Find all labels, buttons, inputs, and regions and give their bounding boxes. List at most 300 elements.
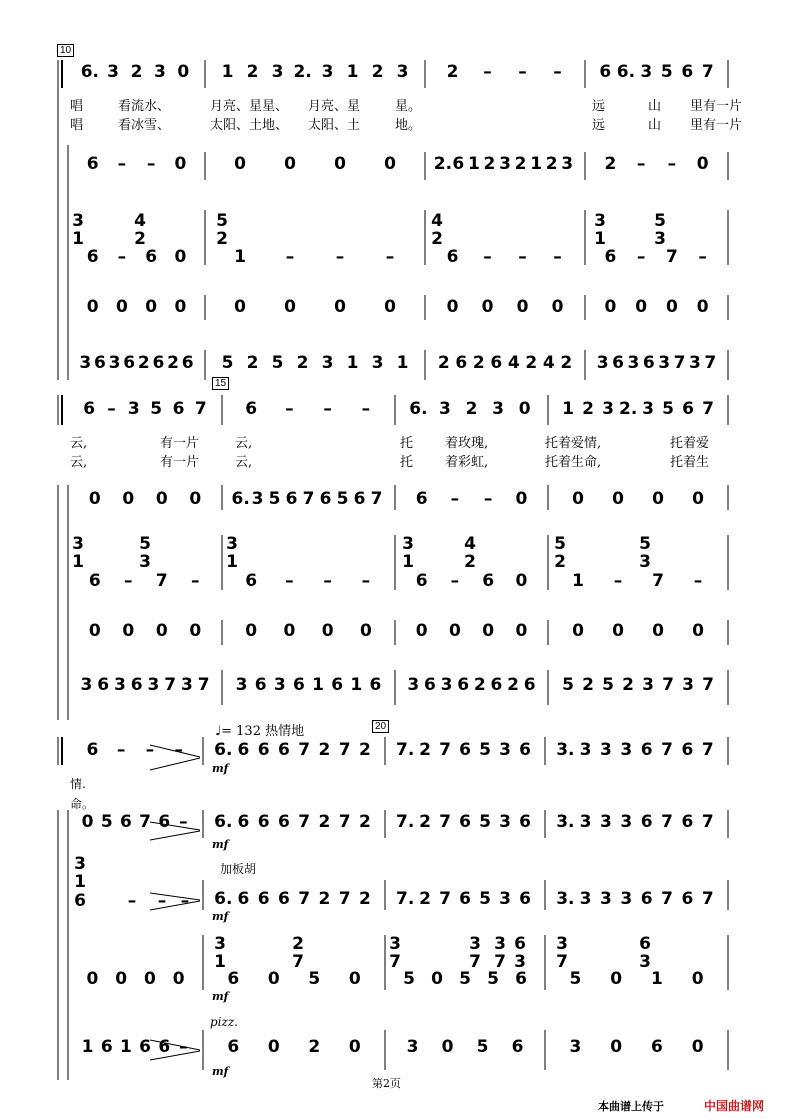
bass-note: 3 xyxy=(273,675,286,695)
melody-note: 6. xyxy=(80,62,99,82)
part3-note: 5 xyxy=(479,889,491,909)
part2-note: 3 xyxy=(561,154,574,174)
lyric-verse2: 有一片 xyxy=(160,455,200,470)
rest-note: 0 xyxy=(145,297,158,317)
bass-note: – xyxy=(179,1037,188,1057)
lyric-verse1: 山 xyxy=(648,99,662,114)
chord-bass: – xyxy=(698,247,707,267)
chord-bass: – xyxy=(117,247,127,267)
part2-note: 2 xyxy=(514,154,527,174)
melody-note: 6 xyxy=(640,740,653,760)
bass-note: 3 xyxy=(658,353,671,373)
bass-note: 2 xyxy=(582,675,594,695)
part2-note: – xyxy=(146,154,156,174)
bass-note: 2 xyxy=(560,353,573,373)
chord-top: 2 xyxy=(292,934,304,954)
lyric-verse1: 远 xyxy=(592,99,606,114)
part3-note: 7 xyxy=(298,889,311,909)
lyric-verse2: 太阳、土 xyxy=(308,118,361,133)
melody-note: 5 xyxy=(660,62,673,82)
chord-mid: 1 xyxy=(214,952,226,972)
bass-note: 7 xyxy=(702,675,714,695)
bass-note: 2 xyxy=(246,353,259,373)
part3-note: 3 xyxy=(579,889,592,909)
rest-note: 0 xyxy=(88,621,101,641)
bass-note: 7 xyxy=(197,675,210,695)
melody-note: 7 xyxy=(194,399,207,419)
lyric-verse1: 月亮、星星、 xyxy=(210,99,289,114)
part2-note: 0 xyxy=(81,812,94,832)
bass-note: 7 xyxy=(704,353,717,373)
bass-note: 6 xyxy=(100,1037,113,1057)
chord-bass: 6 xyxy=(446,247,459,267)
bass-note: 6 xyxy=(650,1037,663,1057)
chord-top: 3 xyxy=(389,934,401,954)
part2-note: 2 xyxy=(419,812,431,832)
bass-note: 2 xyxy=(308,1037,321,1057)
melody-note: 1 xyxy=(562,399,574,419)
chord-top: 6 xyxy=(514,934,526,954)
bass-note: 3 xyxy=(596,353,609,373)
chord-bass: – xyxy=(361,571,371,591)
melody-note: 6 xyxy=(257,740,270,760)
part2-note: 5 xyxy=(479,812,491,832)
chord-bass: 0 xyxy=(431,969,443,989)
part2-note: 0 xyxy=(696,154,709,174)
part2-note: 6 xyxy=(681,812,694,832)
dynamic-mf-4: mf xyxy=(212,990,229,1003)
melody-note: 2 xyxy=(318,740,331,760)
chord-bass: 0 xyxy=(515,571,528,591)
chord-bass: – xyxy=(483,247,492,267)
melody-note: 7 xyxy=(439,740,451,760)
bass-note: 6 xyxy=(139,1037,151,1057)
part2-note: 6. xyxy=(214,812,233,832)
bass-note: 5 xyxy=(271,353,284,373)
bass-note: 5 xyxy=(562,675,574,695)
part2-note: 6 xyxy=(519,812,531,832)
melody-note: 3 xyxy=(153,62,166,82)
chord-bass: – xyxy=(518,247,527,267)
bass-note: 2 xyxy=(622,675,634,695)
rest-note: 0 xyxy=(551,297,564,317)
bass-note: 6 xyxy=(152,353,165,373)
part2-note: 6 xyxy=(237,812,250,832)
bass-note: 6 xyxy=(612,353,624,373)
site-watermark: 中国曲谱网 xyxy=(704,1099,765,1113)
chord-bass: – xyxy=(450,571,460,591)
bass-note: 6 xyxy=(424,675,436,695)
bass-note: 6 xyxy=(642,353,655,373)
melody-note: 2. xyxy=(619,399,638,419)
melody-note: 6 xyxy=(237,740,250,760)
part3-note: 7 xyxy=(661,889,673,909)
lyric-verse2: 远 xyxy=(592,118,606,133)
chord-bass: 0 xyxy=(143,969,156,989)
bass-note: 7 xyxy=(673,353,686,373)
bass-note: 6 xyxy=(490,353,503,373)
lyric-verse2: 托 xyxy=(400,455,414,470)
bass-note: 7 xyxy=(164,675,177,695)
bass-note: 0 xyxy=(691,1037,704,1057)
bass-note: 3 xyxy=(569,1037,582,1057)
bass-note: 6 xyxy=(181,353,194,373)
chord-bass: 0 xyxy=(172,969,185,989)
part2-note: 3 xyxy=(251,489,264,509)
lyric-verse2: 唱 xyxy=(70,118,84,133)
chord-top: 3 xyxy=(226,534,238,554)
part2-note: 7 xyxy=(338,812,351,832)
melody-note: 7 xyxy=(701,740,714,760)
chord-bass: 0 xyxy=(348,969,361,989)
chord-mid: 1 xyxy=(594,229,606,249)
chord-bass: 6 xyxy=(86,247,99,267)
bass-note: 3 xyxy=(113,675,126,695)
melody-note: 2 xyxy=(446,62,459,82)
melody-note: 2 xyxy=(358,740,371,760)
bass-note: 6 xyxy=(227,1037,240,1057)
lyric-verse2: 里有一片 xyxy=(690,118,743,133)
upload-note: 本曲谱上传于 xyxy=(598,1100,664,1113)
part3-note: 7. xyxy=(396,889,415,909)
melody-note: 6 xyxy=(245,399,258,419)
bass-note: 3 xyxy=(371,353,384,373)
part2-note: 7 xyxy=(370,489,383,509)
lyric-verse2: 着彩虹, xyxy=(445,455,489,470)
part2-note: – xyxy=(636,154,646,174)
part3-note: 7 xyxy=(338,889,351,909)
part2-note: 3 xyxy=(499,154,511,174)
part2-note: 7 xyxy=(661,812,673,832)
chord-bass: 6 xyxy=(415,571,428,591)
chord-bass: 5 xyxy=(403,969,415,989)
chord-top: 3 xyxy=(594,211,606,231)
bass-note: 3 xyxy=(407,675,420,695)
chord-mid: 3 xyxy=(139,552,151,572)
chord-bass: – xyxy=(124,571,133,591)
melody-note: 6 xyxy=(172,399,185,419)
chord-top: 3 xyxy=(72,534,84,554)
melody-note: 5 xyxy=(662,399,674,419)
lyric-verse1: 看流水、 xyxy=(118,99,171,114)
part3-note: 6 xyxy=(519,889,531,909)
rest-note: 0 xyxy=(516,297,529,317)
bass-note: 1 xyxy=(119,1037,132,1057)
chord-bass: 7 xyxy=(155,571,168,591)
part3-note: 1 xyxy=(74,872,86,892)
melody-note: 3 xyxy=(107,62,120,82)
chord-bass: – xyxy=(636,247,646,267)
part2-note: 2. xyxy=(433,154,453,174)
rest-note: 0 xyxy=(612,621,624,641)
bass-note: 6 xyxy=(455,353,468,373)
melody-note: 3 xyxy=(602,399,614,419)
part3-note: 3 xyxy=(600,889,612,909)
part2-note: 3 xyxy=(499,812,511,832)
lyric-verse1: 星。 xyxy=(395,99,422,114)
chord-mid: 3 xyxy=(514,952,526,972)
part2-note: 6. xyxy=(231,489,250,509)
rest-note: 0 xyxy=(696,297,709,317)
lyric-verse1: 托 xyxy=(400,436,414,451)
part2-note: 6 xyxy=(319,489,332,509)
melody-note: 2 xyxy=(419,740,431,760)
melody-note: 3 xyxy=(127,399,140,419)
lyric-verse2: 地。 xyxy=(395,118,422,133)
melody-note: 6 xyxy=(681,62,694,82)
melody-note: 7 xyxy=(338,740,351,760)
bass-note: 5 xyxy=(221,353,234,373)
rest-note: 0 xyxy=(448,621,461,641)
part3-note: 6 xyxy=(277,889,290,909)
rest-note: 0 xyxy=(283,621,296,641)
dynamic-mf-3: mf xyxy=(212,910,229,923)
part2-note: 1 xyxy=(530,154,543,174)
melody-note: 3 xyxy=(271,62,284,82)
chord-top: 4 xyxy=(134,211,146,231)
measure-number-20: 20 xyxy=(372,720,389,733)
bass-note: 2 xyxy=(296,353,309,373)
chord-top: 3 xyxy=(469,934,481,954)
part3-note: 3 xyxy=(74,854,86,874)
melody-note: 6 xyxy=(599,62,612,82)
melody-note: 3 xyxy=(579,740,592,760)
part3-note: 6 xyxy=(640,889,653,909)
rest-note: 0 xyxy=(415,621,428,641)
part2-note: – xyxy=(179,812,188,832)
bass-note: 6 xyxy=(457,675,470,695)
melody-note: 0 xyxy=(518,399,531,419)
bass-note: 1 xyxy=(81,1037,94,1057)
chord-bass: 6 xyxy=(482,571,495,591)
chord-bass: – xyxy=(285,571,294,591)
melody-note: 2. xyxy=(293,62,312,82)
chord-top: 3 xyxy=(214,934,226,954)
lyric-verse2: 山 xyxy=(648,118,662,133)
chord-top: 5 xyxy=(554,534,566,554)
bass-note: 6 xyxy=(254,675,267,695)
melody-note: – xyxy=(323,399,332,419)
part2-note: 0 xyxy=(572,489,584,509)
melody-note: 6 xyxy=(83,399,96,419)
chord-top: 4 xyxy=(464,534,476,554)
chord-bass: 0 xyxy=(267,969,280,989)
lyric-verse1: 里有一片 xyxy=(690,99,743,114)
rest-note: 0 xyxy=(284,297,296,317)
lyric-verse1: 云, xyxy=(235,436,253,451)
chord-mid: 7 xyxy=(494,952,506,972)
bass-note: 3 xyxy=(180,675,193,695)
chord-mid: 3 xyxy=(639,952,651,972)
melody-note: 3 xyxy=(640,62,653,82)
bass-note: 3 xyxy=(321,353,334,373)
melody-note: 6 xyxy=(459,740,471,760)
chord-top: 5 xyxy=(654,211,666,231)
part3-note: 6 xyxy=(681,889,694,909)
bass-note: 3 xyxy=(108,353,121,373)
chord-mid: 7 xyxy=(556,952,568,972)
chord-bass: 5 xyxy=(569,969,582,989)
melody-note: 6. xyxy=(616,62,636,82)
chord-bass: – xyxy=(323,571,332,591)
rest-note: 0 xyxy=(482,621,495,641)
bass-note: 6 xyxy=(511,1037,524,1057)
chord-bass: – xyxy=(285,247,295,267)
bass-note: 3 xyxy=(79,353,92,373)
part2-note: 6 xyxy=(353,489,366,509)
lyric-verse1: 月亮、星 xyxy=(308,99,361,114)
rest-note: 0 xyxy=(515,621,528,641)
bass-note: 0 xyxy=(267,1037,280,1057)
lyric-verse2: 云, xyxy=(235,455,253,470)
bass-note: 3 xyxy=(235,675,248,695)
melody-note: – xyxy=(145,740,155,760)
melody-note: 1 xyxy=(346,62,359,82)
chord-bass: 0 xyxy=(610,969,623,989)
bass-note: 3 xyxy=(642,675,654,695)
rest-note: 0 xyxy=(122,621,135,641)
melody-note: 2 xyxy=(246,62,259,82)
rest-note: 0 xyxy=(115,297,128,317)
bass-note: 3 xyxy=(689,353,701,373)
bass-note: 0 xyxy=(348,1037,361,1057)
melody-note: 6 xyxy=(682,399,694,419)
chord-top: 5 xyxy=(139,534,151,554)
rest-note: 0 xyxy=(321,621,334,641)
melody-note: 3 xyxy=(438,399,451,419)
part2-note: 1 xyxy=(467,154,480,174)
melody-note: 3 xyxy=(499,740,511,760)
chord-bass: 6 xyxy=(245,571,258,591)
melody-note: 3 xyxy=(620,740,633,760)
bass-note: 3 xyxy=(147,675,160,695)
part2-note: 0 xyxy=(155,489,168,509)
chord-bass: 0 xyxy=(86,969,99,989)
chord-bass: 6 xyxy=(604,247,617,267)
chord-bass: 7 xyxy=(652,571,664,591)
bass-note: 2 xyxy=(437,353,450,373)
lyric-verse2: 托着生 xyxy=(670,455,710,470)
bass-note: 0 xyxy=(441,1037,454,1057)
part2-note: 6 xyxy=(119,812,132,832)
erhu-label: 加板胡 xyxy=(220,862,257,876)
part2-note: 0 xyxy=(234,154,246,174)
part2-note: 7. xyxy=(396,812,415,832)
melody-note: 6. xyxy=(409,399,428,419)
chord-mid: 1 xyxy=(402,552,414,572)
melody-note: 3 xyxy=(321,62,334,82)
lyric-end-2: 命。 xyxy=(70,797,95,811)
melody-note: 2 xyxy=(130,62,143,82)
melody-note: 3 xyxy=(492,399,505,419)
part3-note: 2 xyxy=(318,889,331,909)
lyric-verse2: 太阳、土地、 xyxy=(210,118,289,133)
chord-mid: 2 xyxy=(431,229,443,249)
bass-note: 6 xyxy=(158,1037,171,1057)
part2-note: 3. xyxy=(556,812,575,832)
part2-note: 5 xyxy=(268,489,281,509)
rest-note: 0 xyxy=(665,297,678,317)
measure-number-10: 10 xyxy=(57,44,74,57)
melody-note: 6. xyxy=(214,740,233,760)
chord-mid: 1 xyxy=(72,552,84,572)
part3-note: 6 xyxy=(74,891,86,911)
bass-note: 6 xyxy=(130,675,143,695)
melody-note: 7 xyxy=(702,399,714,419)
page-number: 第2页 xyxy=(372,1077,401,1090)
chord-top: 3 xyxy=(494,934,506,954)
part2-note: 0 xyxy=(189,489,202,509)
part2-note: 0 xyxy=(174,154,187,174)
part2-note: 2 xyxy=(545,154,558,174)
part3-note: 7 xyxy=(439,889,451,909)
part2-note: 0 xyxy=(612,489,624,509)
chord-bass: 5 xyxy=(487,969,499,989)
lyric-verse1: 托着爱 xyxy=(670,436,710,451)
chord-mid: 7 xyxy=(292,952,304,972)
part3-note: 2 xyxy=(358,889,371,909)
chord-top: 4 xyxy=(431,211,443,231)
bass-note: 6 xyxy=(331,675,344,695)
melody-note: 3 xyxy=(600,740,612,760)
bass-note: 4 xyxy=(542,353,555,373)
part2-note: 2 xyxy=(604,154,617,174)
part2-note: 3 xyxy=(620,812,633,832)
chord-top: 3 xyxy=(402,534,414,554)
part2-note: 2 xyxy=(483,154,496,174)
bass-note: 6 xyxy=(490,675,503,695)
chord-mid: 2 xyxy=(554,552,566,572)
rest-note: 0 xyxy=(359,621,372,641)
part2-note: 6 xyxy=(640,812,653,832)
part2-note: 6 xyxy=(158,812,171,832)
part3-note: – xyxy=(127,891,137,911)
melody-note: 1 xyxy=(221,62,234,82)
chord-mid: 2 xyxy=(134,229,146,249)
rest-note: 0 xyxy=(245,621,258,641)
chord-bass: 0 xyxy=(174,247,187,267)
part2-note: 6 xyxy=(285,489,298,509)
rest-note: 0 xyxy=(572,621,584,641)
bass-note: 3 xyxy=(682,675,694,695)
part2-note: 0 xyxy=(284,154,296,174)
bass-note: 2 xyxy=(472,353,485,373)
chord-bass: 1 xyxy=(650,969,663,989)
part2-note: – xyxy=(450,489,460,509)
chord-top: 5 xyxy=(639,534,651,554)
part3-note: 6. xyxy=(214,889,233,909)
part2-note: 6 xyxy=(452,154,465,174)
tempo-marking: ♩= 132 热情地 xyxy=(215,724,305,739)
part2-note: – xyxy=(483,489,493,509)
part3-note: 3. xyxy=(556,889,575,909)
part2-note: 5 xyxy=(100,812,113,832)
part3-note: 6 xyxy=(459,889,471,909)
chord-mid: 7 xyxy=(389,952,401,972)
bass-note: 3 xyxy=(627,353,640,373)
part2-note: 6 xyxy=(415,489,428,509)
bass-note: 3 xyxy=(406,1037,419,1057)
rest-note: 0 xyxy=(174,297,187,317)
melody-note: – xyxy=(518,62,527,82)
rest-note: 0 xyxy=(446,297,459,317)
rest-note: 0 xyxy=(481,297,494,317)
bass-note: 4 xyxy=(507,353,520,373)
melody-note: 2 xyxy=(582,399,594,419)
bass-note: 7 xyxy=(662,675,674,695)
part2-note: 7 xyxy=(302,489,315,509)
melody-note: – xyxy=(174,740,183,760)
